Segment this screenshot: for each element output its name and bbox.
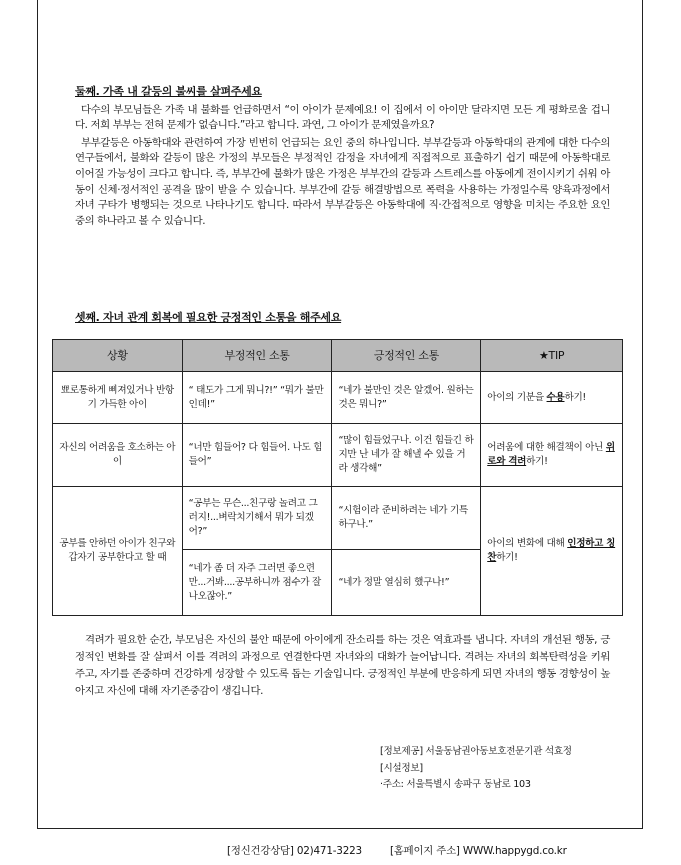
footer-homepage: [홈페이지 주소] WWW.happygd.co.kr <box>389 845 567 857</box>
positive-cell: “네가 정말 열심히 했구나!” <box>332 550 481 616</box>
source-facility-label: [시설정보] <box>380 762 423 774</box>
positive-cell: “많이 힘들었구나. 이건 힘들긴 하지만 난 네가 잘 해낼 수 있을 거라 생각해” <box>332 424 481 487</box>
tip-emphasis: 위로와 격려 <box>487 442 615 467</box>
header-positive: 긍정적인 소통 <box>332 340 481 372</box>
positive-cell: “시험이라 준비하려는 네가 기특하구나.” <box>332 487 481 550</box>
negative-cell: “공부는 무슨...친구랑 놀려고 그러지!...벼락치기해서 뭐가 되겠어?” <box>182 487 332 550</box>
header-negative: 부정적인 소통 <box>182 340 332 372</box>
section-2-heading: 둘째. 가족 내 갈등의 불씨를 살펴주세요 <box>75 85 262 98</box>
section-2-paragraph-1: 다수의 부모님들은 가족 내 불화를 언급하면서 “이 아이가 문제예요! 이 집에서 이 아이만 달라지면 모든 게 평화로울 겁니다. 저희 부부는 전혀 문제가 없습니다.”라고 합니다. 과연, 그 아이가 문제였을까요? <box>75 103 610 132</box>
source-address: ·주소: 서울특별시 송파구 동남로 103 <box>380 779 531 790</box>
communication-tips-table <box>52 339 623 616</box>
negative-cell: “네가 좀 더 자주 그러면 좋으련만...거봐....공부하니까 점수가 잘 나오잖아.” <box>182 550 332 616</box>
section-2 <box>75 84 610 229</box>
tip-cell: 아이의 기분을 수용하기! <box>481 372 623 424</box>
header-tip: ★TIP <box>481 340 623 372</box>
section-2-paragraph-2: 부부갈등은 아동학대와 관련하여 가장 빈번히 언급되는 요인 중의 하나입니다. 부부갈등과 아동학대의 관계에 대한 다수의 연구들에서, 불화와 갈등이 많은 가정의 부모들은 부정적인 감정을 자녀에게 직접적으로 표출하기 쉽기 때문에 아동학대로 이어질 가능성이 크다고 합니다. 즉, 부부간에 불화가 많은 가정은 부부간의 갈등과 스트레스를 아동에게 전이시키기 쉬워 아동이 신체·정서적인 공격을 많이 받을 수 있습니다. 부부간에 갈등 해결방법으로 폭력을 사용하는 가정일수록 양육과정에서 자녀 구타가 병행되는 것으로 나타나기도 합니다. 따라서 부부갈등은 아동학대에 직·간접적으로 영향을 미치는 주요한 요인 중의 하나라고 볼 수 있습니다. <box>75 136 610 227</box>
table-row <box>53 424 623 487</box>
table-header-row <box>53 340 623 372</box>
header-situation: 상황 <box>53 340 183 372</box>
tip-emphasis: 수용 <box>546 391 565 403</box>
source-provider: [정보제공] 서울동남권아동보호전문기관 석효정 <box>380 746 572 757</box>
negative-cell: “ 태도가 그게 뭐니?!” “뭐가 불만인데!” <box>182 372 332 424</box>
situation-cell: 자신의 어려움을 호소하는 아이 <box>53 424 183 487</box>
situation-cell: 공부를 안하던 아이가 친구와 갑자기 공부한다고 할 때 <box>53 487 183 616</box>
tip-emphasis: 인정하고 칭찬 <box>487 538 616 563</box>
positive-cell: “네가 불만인 것은 알겠어. 원하는 것은 뭐니?” <box>332 372 481 424</box>
closing-paragraph: 격려가 필요한 순간, 부모님은 자신의 불안 때문에 아이에게 잔소리를 하는 것은 역효과를 냅니다. 자녀의 개선된 행동, 긍정적인 변화를 잘 살펴서 이를 격려의 과정으로 연결한다면 자녀와의 대화가 늘어납니다. 격려는 자녀의 회복탄력성을 키워주고, 자기를 존중하며 건강하게 성장할 수 있도록 돕는 기술입니다. 긍정적인 부분에 반응하게 되면 자녀의 행동 경향성이 높아지고 자신에 대해 자기존중감이 생깁니다. <box>75 634 610 697</box>
tip-cell: 어려움에 대한 해결책이 아닌 위로와 격려하기! <box>481 424 623 487</box>
situation-cell: 뾰로통하게 삐져있거나 반항기 가득한 아이 <box>53 372 183 424</box>
footer-phone: [정신건강상담] 02)471-3223 <box>227 845 362 857</box>
source-info <box>380 744 572 794</box>
negative-cell: “너만 힘들어? 다 힘들어. 나도 힘들어” <box>182 424 332 487</box>
section-3-heading: 셋째. 자녀 관계 회복에 필요한 긍정적인 소통을 해주세요 <box>75 311 342 324</box>
footer <box>227 842 595 857</box>
table-row <box>53 372 623 424</box>
tip-cell: 아이의 변화에 대해 인정하고 칭찬하기! <box>481 487 623 616</box>
table-row <box>53 487 623 550</box>
